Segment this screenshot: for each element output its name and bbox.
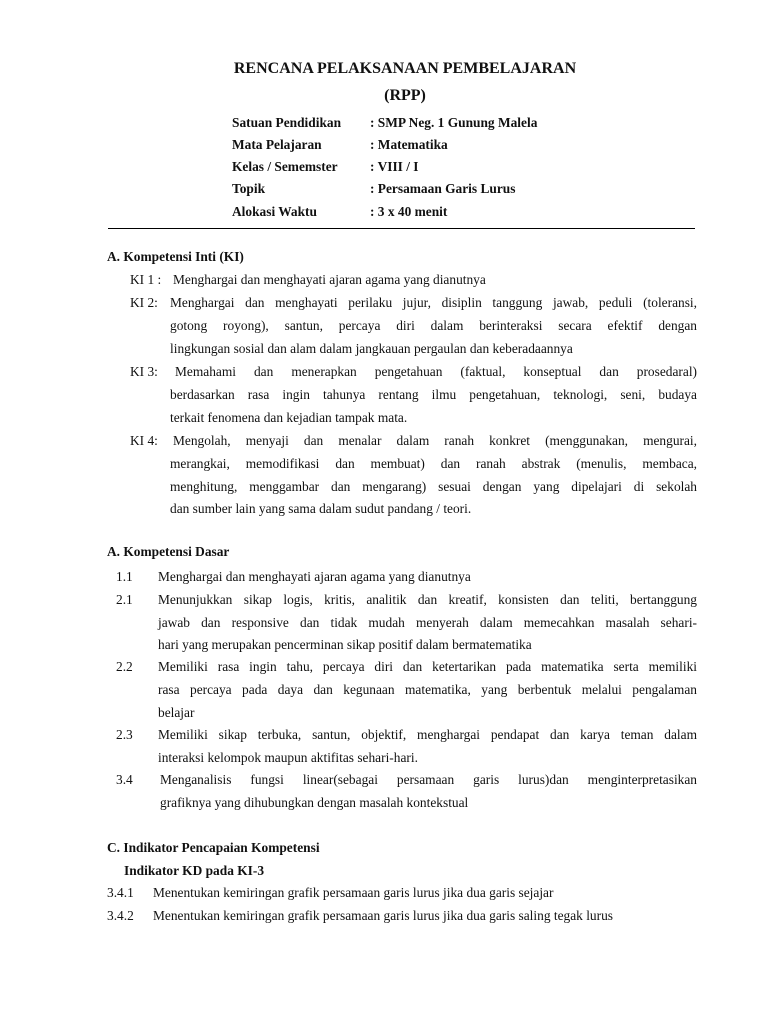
kd-1-1-text: Menghargai dan menghayati ajaran agama yang dianutnya: [158, 569, 471, 584]
kd-1-1-number: 1.1: [116, 569, 133, 584]
kd-2-2-text-line-2: rasa percaya pada daya dan kegunaan matematika, yang berbentuk melalui pengalaman: [158, 682, 697, 697]
kd-2-2-text-line-1: Memiliki rasa ingin tahu, percaya diri dan ketertarikan pada matematika serta memiliki: [158, 659, 697, 674]
kd-2-1-number: 2.1: [116, 592, 133, 607]
ki-1-label: KI 1 :: [130, 272, 162, 287]
kd-2-3-text-line-2: interaksi kelompok maupun aktifitas sehari-hari.: [158, 750, 418, 765]
identity-label-class: Kelas / Sememster: [232, 159, 338, 174]
ki-2-text-line-2: gotong royong), santun, percaya diri dalam berinteraksi secara efektif dengan: [170, 318, 697, 333]
identity-label-school: Satuan Pendidikan: [232, 115, 342, 130]
ki-2-label: KI 2:: [130, 295, 158, 310]
ki-3-text-line-1: Memahami dan menerapkan pengetahuan (faktual, konseptual dan prosedaral): [175, 364, 697, 379]
identity-label-time: Alokasi Waktu: [232, 204, 317, 219]
kd-2-1-text-line-1: Menunjukkan sikap logis, kritis, analitik dan kreatif, konsisten dan teliti, bertanggung: [158, 592, 697, 607]
ki-2-text-line-3: lingkungan sosial dan alam dalam jangkauan pergaulan dan keberadaannya: [170, 341, 573, 356]
ki-4-text-line-2: merangkai, memodifikasi dan membuat) dan ranah abstrak (menulis, membaca,: [170, 456, 697, 471]
identity-value-class: : VIII / I: [370, 159, 419, 174]
indikator-3-4-1-number: 3.4.1: [107, 885, 134, 900]
kd-heading: A. Kompetensi Dasar: [107, 544, 230, 559]
ki-3-text-line-3: terkait fenomena dan kejadian tampak mata.: [170, 410, 408, 425]
ki-3-text-line-2: berdasarkan rasa ingin tahunya rentang ilmu pengetahuan, teknologi, seni, budaya: [170, 387, 697, 402]
header-divider: [108, 228, 695, 229]
ki-4-text-line-1: Mengolah, menyaji dan menalar dalam ranah konkret (menggunakan, mengurai,: [173, 433, 697, 448]
identity-label-topic: Topik: [232, 181, 266, 196]
kd-3-4-text-line-2: grafiknya yang dihubungkan dengan masalah kontekstual: [160, 795, 469, 810]
identity-value-time: : 3 x 40 menit: [370, 204, 448, 219]
ki-4-label: KI 4:: [130, 433, 158, 448]
identity-value-school: : SMP Neg. 1 Gunung Malela: [370, 115, 538, 130]
kd-3-4-number: 3.4: [116, 772, 133, 787]
kd-3-4-text-line-1: Menganalisis fungsi linear(sebagai persamaan garis lurus)dan menginterpretasikan: [160, 772, 697, 787]
document-subtitle: (RPP): [384, 87, 426, 104]
ki-heading: A. Kompetensi Inti (KI): [107, 249, 244, 264]
ki-2-text-line-1: Menghargai dan menghayati perilaku jujur, disiplin tanggung jawab, peduli (toleransi,: [170, 295, 697, 310]
ki-4-text-line-4: dan sumber lain yang sama dalam sudut pandang / teori.: [170, 501, 472, 516]
indikator-3-4-1-text: Menentukan kemiringan grafik persamaan garis lurus jika dua garis sejajar: [153, 885, 554, 900]
ki-3-label: KI 3:: [130, 364, 158, 379]
indikator-3-4-2-text: Menentukan kemiringan grafik persamaan garis lurus jika dua garis saling tegak lurus: [153, 908, 613, 923]
indikator-heading: C. Indikator Pencapaian Kompetensi: [107, 840, 320, 855]
identity-value-subject: : Matematika: [370, 137, 448, 152]
kd-2-3-text-line-1: Memiliki sikap terbuka, santun, objektif, menghargai pendapat dan karya teman dalam: [158, 727, 697, 742]
kd-2-2-text-line-3: belajar: [158, 705, 195, 720]
indikator-3-4-2-number: 3.4.2: [107, 908, 134, 923]
document-title: RENCANA PELAKSANAAN PEMBELAJARAN: [233, 60, 577, 77]
kd-2-3-number: 2.3: [116, 727, 133, 742]
ki-1-text: Menghargai dan menghayati ajaran agama yang dianutnya: [173, 272, 486, 287]
kd-2-1-text-line-2: jawab dan responsive dan tidak mudah menyerah dalam memecahkan masalah sehari-: [158, 615, 697, 630]
indikator-subheading: Indikator KD pada KI-3: [124, 863, 265, 878]
kd-2-1-text-line-3: hari yang merupakan pencerminan sikap positif dalam bermatematika: [158, 637, 532, 652]
identity-value-topic: : Persamaan Garis Lurus: [370, 181, 516, 196]
kd-2-2-number: 2.2: [116, 659, 133, 674]
ki-4-text-line-3: menghitung, menggambar dan mengarang) sesuai dengan yang dipelajari di sekolah: [170, 479, 697, 494]
identity-label-subject: Mata Pelajaran: [232, 137, 322, 152]
